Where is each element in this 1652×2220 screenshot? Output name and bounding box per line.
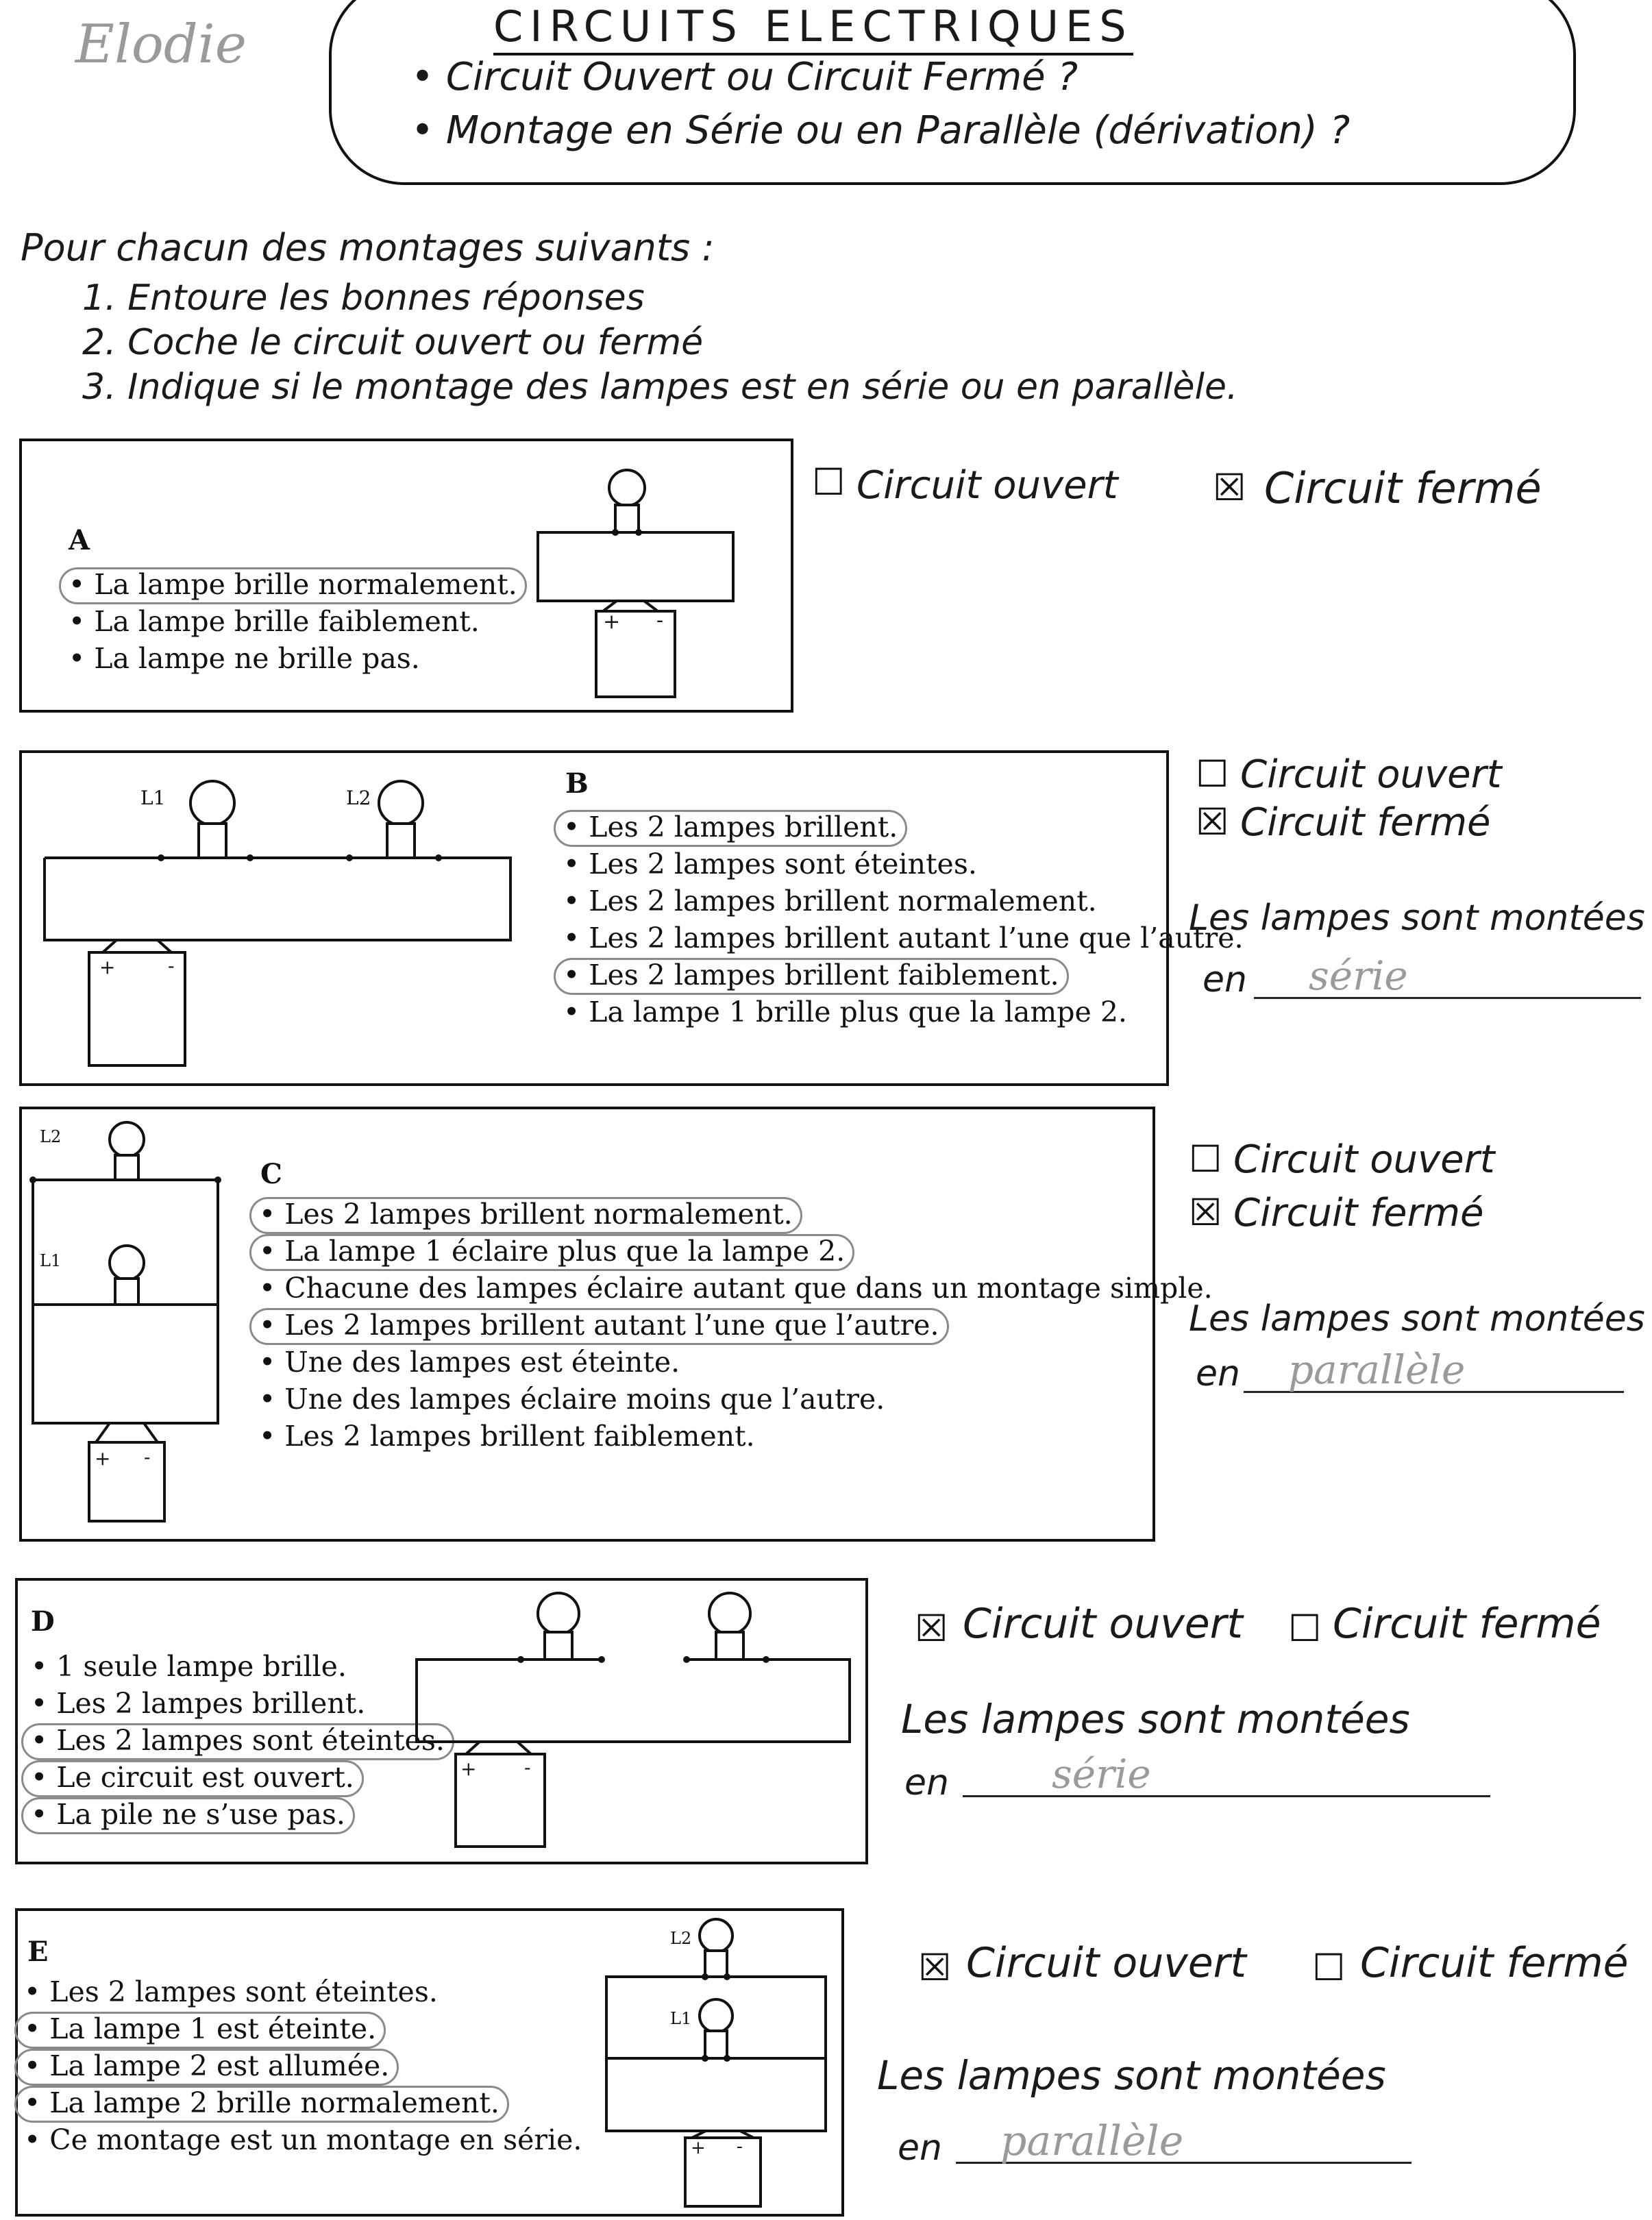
statement[interactable]: • Le circuit est ouvert. <box>31 1759 354 1796</box>
instruction-step: 1. Entoure les bonnes réponses <box>82 278 645 319</box>
option-circuit-closed: Circuit fermé <box>1240 800 1491 845</box>
lamp-label: L1 <box>40 1251 62 1270</box>
checkbox-closed-icon[interactable]: ☐ <box>1288 1607 1322 1650</box>
lamp-label: L1 <box>670 2009 692 2028</box>
statement[interactable]: • La lampe 2 brille normalement. <box>24 2084 500 2121</box>
option-circuit-open: Circuit ouvert <box>963 1600 1243 1648</box>
statement[interactable]: • La lampe 1 brille plus que la lampe 2. <box>563 996 1127 1028</box>
mount-label: Les lampes sont montées <box>1189 898 1645 939</box>
option-circuit-closed: Circuit fermé <box>1360 1939 1629 1987</box>
statement[interactable]: • Ce montage est un montage en série. <box>24 2123 582 2156</box>
checkbox-open-icon[interactable]: ☐ <box>812 460 846 504</box>
exercise-letter: D <box>31 1605 55 1638</box>
lamp-label: L2 <box>346 787 371 809</box>
checkbox-open-icon[interactable]: ☐ <box>1196 752 1229 796</box>
exercise-letter: A <box>69 524 90 556</box>
option-circuit-open: Circuit ouvert <box>856 463 1118 508</box>
header-question-2: • Montage en Série ou en Parallèle (dérivation) ? <box>411 108 1351 153</box>
battery-minus: - <box>144 1446 151 1468</box>
statement[interactable]: • Les 2 lampes brillent normalement. <box>259 1196 793 1233</box>
checkbox-closed-icon[interactable]: ☐ <box>1312 1946 1346 1989</box>
page-title: CIRCUITS ELECTRIQUES <box>493 1 1133 56</box>
statement[interactable]: • La pile ne s’use pas. <box>31 1796 345 1833</box>
checkbox-open-icon[interactable]: ☒ <box>918 1946 952 1989</box>
statement[interactable]: • La lampe ne brille pas. <box>69 642 420 675</box>
statement[interactable]: • Les 2 lampes brillent. <box>563 809 898 846</box>
instruction-step: 2. Coche le circuit ouvert ou fermé <box>82 322 704 363</box>
battery-minus: - <box>737 2136 743 2157</box>
mount-answer[interactable]: parallèle <box>1000 2117 1184 2165</box>
instructions-intro: Pour chacun des montages suivants : <box>21 226 715 269</box>
statement[interactable]: • Les 2 lampes brillent faiblement. <box>563 957 1059 994</box>
option-circuit-closed: Circuit fermé <box>1264 463 1542 513</box>
statement[interactable]: • Les 2 lampes sont éteintes. <box>31 1722 445 1759</box>
lamp-label: L2 <box>670 1929 692 1948</box>
exercise-letter: C <box>260 1158 282 1190</box>
statement[interactable]: • Une des lampes est éteinte. <box>259 1346 680 1379</box>
option-circuit-open: Circuit ouvert <box>1233 1137 1495 1182</box>
statement[interactable]: • 1 seule lampe brille. <box>31 1650 347 1683</box>
mount-prefix: en <box>1196 1353 1240 1394</box>
mount-prefix: en <box>898 2128 942 2169</box>
statement[interactable]: • Les 2 lampes brillent normalement. <box>563 885 1097 917</box>
statement[interactable]: • La lampe 1 est éteinte. <box>24 2010 376 2047</box>
statement[interactable]: • Les 2 lampes sont éteintes. <box>24 1975 438 2008</box>
statement[interactable]: • Les 2 lampes sont éteintes. <box>563 848 977 880</box>
mount-answer[interactable]: série <box>1052 1751 1151 1797</box>
header-question-1: • Circuit Ouvert ou Circuit Fermé ? <box>411 55 1078 99</box>
mount-answer[interactable]: parallèle <box>1288 1346 1466 1393</box>
statement[interactable]: • La lampe 2 est allumée. <box>24 2047 389 2084</box>
battery-plus: + <box>99 956 116 978</box>
exercise-letter: E <box>27 1936 49 1968</box>
mount-prefix: en <box>904 1762 949 1803</box>
checkbox-closed-icon[interactable]: ☒ <box>1213 466 1246 509</box>
checkbox-closed-icon[interactable]: ☒ <box>1189 1191 1222 1234</box>
statement[interactable]: • Les 2 lampes brillent faiblement. <box>259 1420 755 1453</box>
statement[interactable]: • La lampe brille normalement. <box>69 566 517 603</box>
option-circuit-closed: Circuit fermé <box>1233 1191 1484 1235</box>
battery-plus: + <box>691 2138 706 2158</box>
battery-minus: - <box>656 608 664 632</box>
statement[interactable]: • Les 2 lampes brillent autant l’une que l’autre. <box>259 1307 939 1344</box>
lamp-label: L1 <box>140 787 166 809</box>
mount-label: Les lampes sont montées <box>1189 1298 1645 1340</box>
battery-plus: + <box>95 1447 111 1470</box>
battery-plus: + <box>460 1758 477 1780</box>
statement[interactable]: • La lampe 1 éclaire plus que la lampe 2. <box>259 1233 845 1270</box>
battery-minus: - <box>168 954 175 977</box>
instruction-step: 3. Indique si le montage des lampes est en série ou en parallèle. <box>82 367 1238 408</box>
lamp-label: L2 <box>40 1127 62 1146</box>
student-name: Elodie <box>75 14 247 75</box>
checkbox-open-icon[interactable]: ☐ <box>1189 1137 1222 1181</box>
option-circuit-open: Circuit ouvert <box>966 1939 1246 1987</box>
option-circuit-open: Circuit ouvert <box>1240 752 1502 797</box>
option-circuit-closed: Circuit fermé <box>1333 1600 1601 1648</box>
mount-label: Les lampes sont montées <box>901 1696 1410 1742</box>
statement[interactable]: • Chacune des lampes éclaire autant que dans un montage simple. <box>259 1272 1213 1305</box>
battery-plus: + <box>603 610 621 634</box>
checkbox-open-icon[interactable]: ☒ <box>915 1607 948 1650</box>
exercise-letter: B <box>565 767 589 800</box>
statement[interactable]: • Les 2 lampes brillent. <box>31 1687 366 1720</box>
statement[interactable]: • Une des lampes éclaire moins que l’autre. <box>259 1383 885 1416</box>
mount-prefix: en <box>1203 959 1247 1000</box>
statement[interactable]: • La lampe brille faiblement. <box>69 605 480 638</box>
mount-label: Les lampes sont montées <box>877 2052 1386 2099</box>
battery-minus: - <box>524 1756 531 1779</box>
statement[interactable]: • Les 2 lampes brillent autant l’une que l’autre. <box>563 922 1244 954</box>
mount-answer[interactable]: série <box>1309 952 1408 999</box>
checkbox-closed-icon[interactable]: ☒ <box>1196 800 1229 843</box>
